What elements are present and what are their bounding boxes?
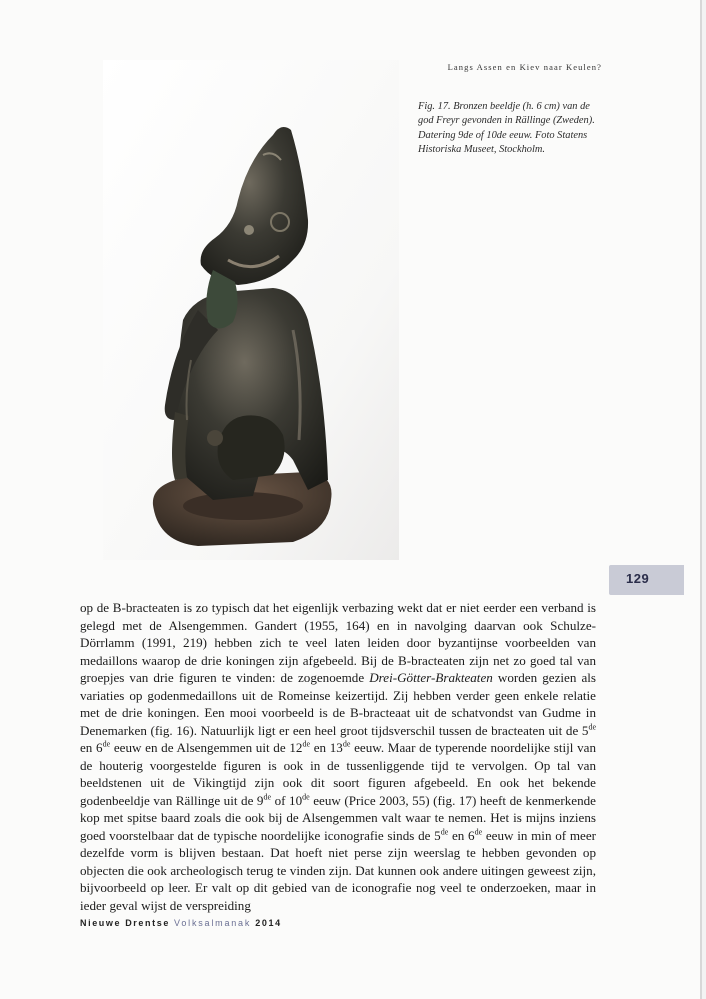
text-run: en 6	[448, 827, 475, 843]
superscript: de	[342, 739, 351, 749]
superscript: de	[263, 792, 272, 802]
footer-year: 2014	[255, 918, 282, 928]
page-number: 129	[626, 571, 650, 586]
text-run: op de B-bracteaten is zo typisch dat het eigenlijk verbazing wekt dat er niet eerder een verband is gelegd met de Alsengemmen. Gandert (1955, 164) en in navolging daarvan ook Schulze-Dörrlamm (1991, 219) hebben zich te veel laten leiden door byzantijnse voorbeelden van medaillons waarop de drie koningen zijn afgebeeld. Bij de B-bracteaten zijn net zo goed tal van groepjes van drie figuren te vinden: de zogenoemde	[80, 600, 596, 685]
text-run: eeuw. Maar de typerende noordelijke stijl van de houterig voorgestelde figuren is ook in de tussenliggende tijd te vervolgen. Op tal van beeldstenen uit de Vikingtijd zijn ook dit soort figuren afgebeeld. En ook het bekende godenbeeldje van Rällinge uit de 9	[80, 740, 596, 808]
footer-publication-accent: Volksalmanak	[174, 918, 252, 928]
superscript: de	[588, 722, 596, 732]
text-run: eeuw en de Alsengemmen uit de 12	[110, 740, 303, 755]
freyr-statuette-photo	[103, 60, 399, 560]
text-run: eeuw (Price 2003, 55) (fig. 17) heeft de kenmerkende kop met spitse baard zoals die ook bij de Alsengemmen valt waar te nemen. Het is mijns inziens goed voorstelbaar dat de typische noordelijke iconografie sinds de 5	[80, 792, 596, 843]
text-run: eeuw in min of meer dezelfde vorm is blijven bestaan. Dat hoeft niet perse zijn weerslag te hebben gevonden op objecten die ook archeologisch terug te vinden zijn. Dat kunnen ook andere uitingen geweest zijn, bijvoorbeeld op leer. Er valt op dit gebied van de iconografie nog veel te onderzoeken, maar in ieder geval wijst de verspreiding	[80, 827, 596, 913]
superscript: de	[474, 827, 483, 837]
text-run: worden gezien als variaties op godenmedaillons uit de Romeinse keizertijd. Zij hebben verder geen enkele relatie met de drie koningen. Een mooi voorbeeld is de B-bracteaat uit de schatvondst van Gudme in Denemarken (fig. 16). Natuurlijk ligt er een heel groot tijdsverschil tussen de bracteaten uit de 5	[80, 670, 596, 738]
text-run: en 6	[80, 740, 103, 755]
footer-publication: Nieuwe Drentse	[80, 918, 170, 928]
figure-caption: Fig. 17. Bronzen beeldje (h. 6 cm) van de god Freyr gevonden in Rällinge (Zweden). Datering 9de of 10de eeuw. Foto Statens Historiska Museet, Stockholm.	[418, 101, 595, 155]
superscript: de	[102, 739, 111, 749]
running-head: Langs Assen en Kiev naar Keulen?	[447, 62, 602, 72]
emphasized-term: Drei-Götter-Brakteaten	[369, 670, 493, 685]
superscript: de	[440, 827, 449, 837]
text-run: of 10	[271, 792, 303, 808]
body-text	[80, 599, 596, 914]
superscript: de	[302, 739, 311, 749]
body-paragraph	[80, 599, 596, 914]
text-run: en 13	[310, 740, 343, 755]
superscript: de	[302, 792, 310, 802]
footer	[80, 918, 282, 928]
